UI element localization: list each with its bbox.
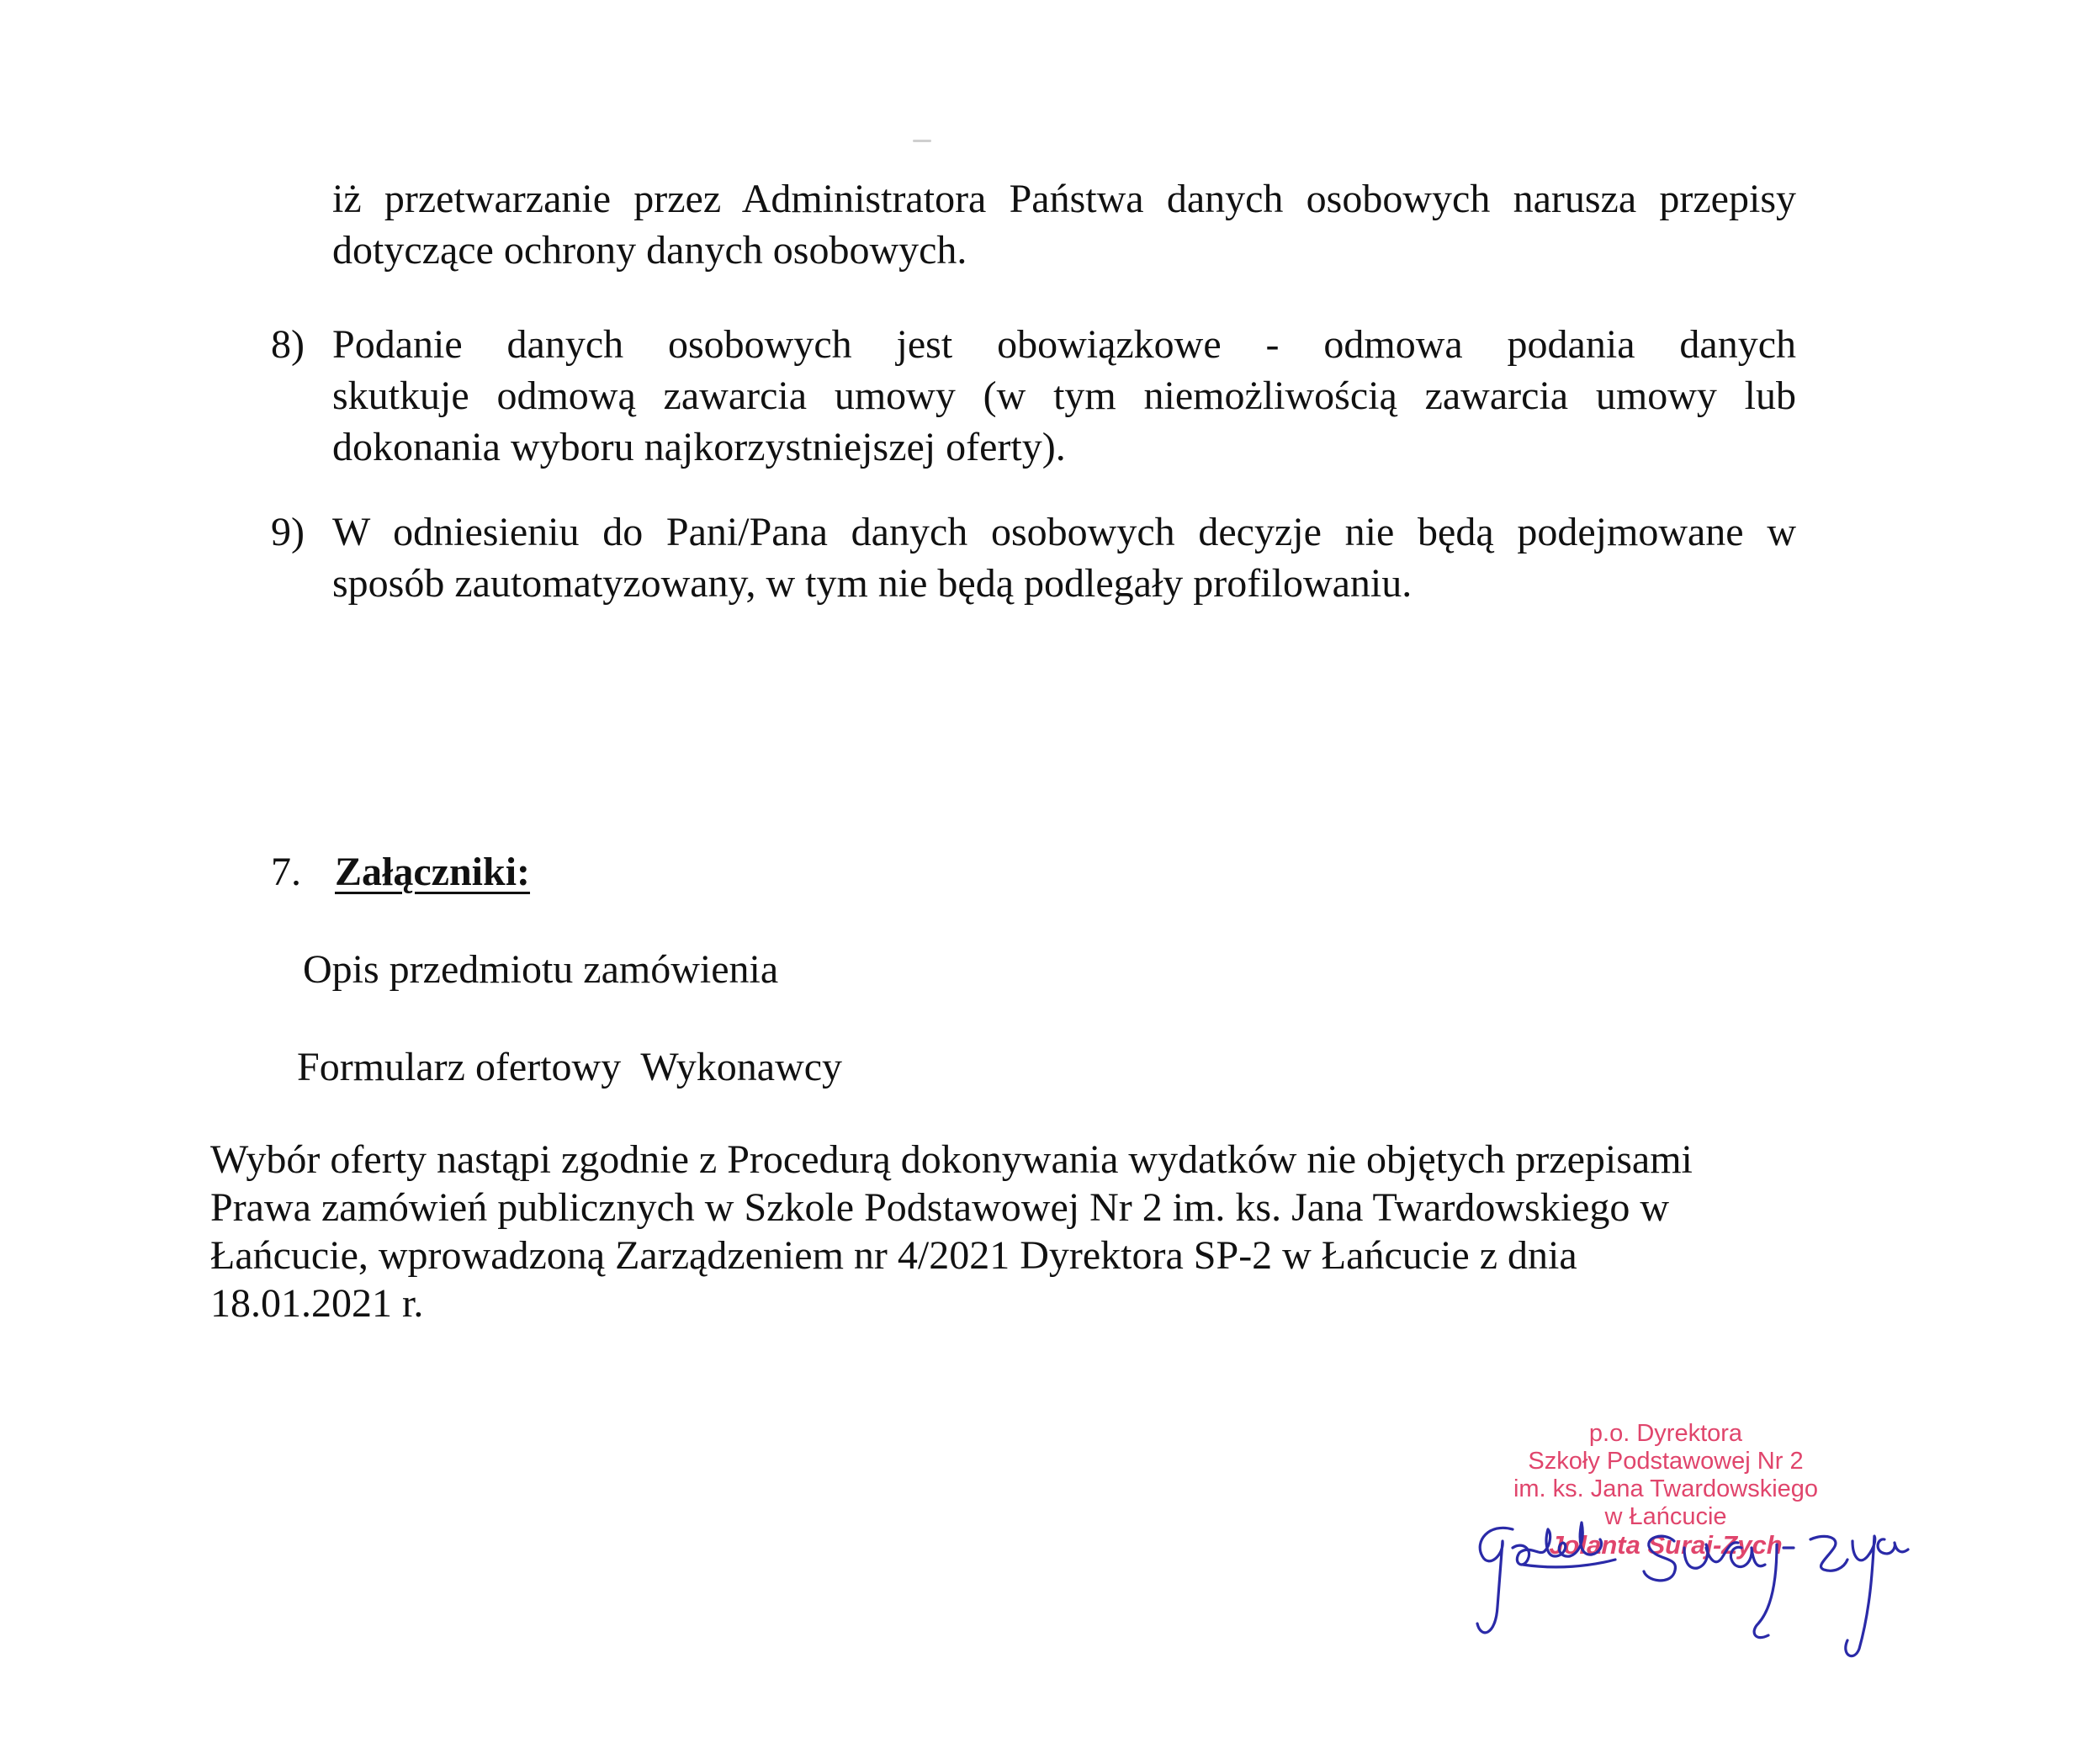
list-item-9: [332, 506, 1796, 609]
list-item-line: Podanie danych osobowych jest obowiązkowe - odmowa podania danych: [332, 322, 1796, 367]
list-item-8: [332, 319, 1796, 473]
stamp-line: im. ks. Jana Twardowskiego: [1513, 1475, 1819, 1502]
closing-line: Łańcucie, wprowadzoną Zarządzeniem nr 4/2021 Dyrektora SP-2 w Łańcucie z dnia: [210, 1233, 1577, 1278]
list-item-number: 8): [271, 322, 305, 367]
list-item-line: sposób zautomatyzowany, w tym nie będą podlegały profilowaniu.: [332, 561, 1413, 606]
section-number: 7.: [271, 850, 301, 894]
list-item-number: 9): [271, 510, 305, 554]
scan-artifact: [913, 140, 931, 142]
stamp-line: p.o. Dyrektora: [1588, 1420, 1743, 1447]
stamp-line: w Łańcucie: [1604, 1503, 1727, 1530]
handwritten-signature: [1464, 1489, 1910, 1666]
closing-line: Prawa zamówień publicznych w Szkole Podstawowej Nr 2 im. ks. Jana Twardowskiego w: [210, 1185, 1670, 1230]
attachment-item: Opis przedmiotu zamówienia: [303, 947, 779, 992]
paragraph-continuation: iż przetwarzanie przez Administratora Państwa danych osobowych narusza przepisy dotyczące ochrony danych osobowych.: [332, 177, 1796, 273]
attachment-item: Formularz ofertowy Wykonawcy: [297, 1045, 843, 1089]
closing-paragraph: [210, 1136, 1893, 1327]
closing-line: 18.01.2021 r.: [210, 1281, 424, 1326]
stamp-line: Szkoły Podstawowej Nr 2: [1528, 1448, 1804, 1475]
stamp-name: Jolanta Suraj-Zych: [1549, 1530, 1783, 1560]
list-item-line: W odniesieniu do Pani/Pana danych osobowych decyzje nie będą podejmowane w: [332, 510, 1796, 554]
closing-line: Wybór oferty nastąpi zgodnie z Procedurą dokonywania wydatków nie objętych przepisami: [210, 1137, 1693, 1182]
list-item-line: skutkuje odmową zawarcia umowy (w tym niemożliwością zawarcia umowy lub: [332, 373, 1796, 418]
section-title: Załączniki:: [335, 850, 531, 894]
list-item-line: dokonania wyboru najkorzystniejszej oferty).: [332, 425, 1066, 469]
